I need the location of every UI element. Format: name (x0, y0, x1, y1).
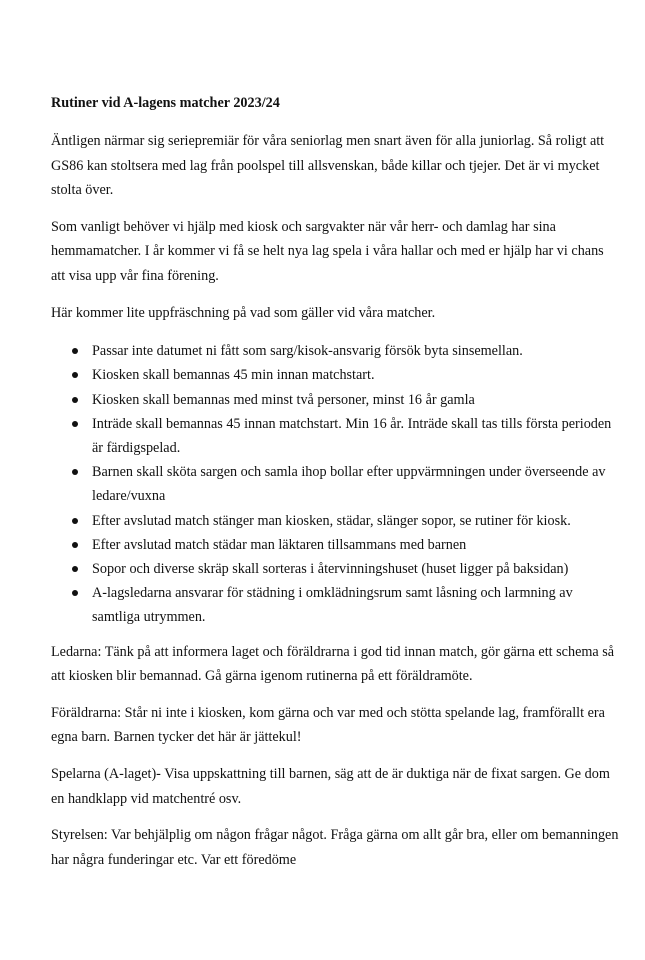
rule-text: Efter avslutad match stänger man kiosken, städar, slänger sopor, se rutiner för kiosk. (92, 512, 571, 529)
rule-text: Sopor och diverse skräp skall sorteras i återvinningshuset (huset ligger på baksidan) (92, 560, 569, 577)
rule-text: Passar inte datumet ni fått som sarg/kisok-ansvarig försök byta sinsemellan. (92, 343, 523, 360)
rule-text: Kiosken skall bemannas med minst två personer, minst 16 år gamla (92, 391, 475, 408)
rules-list-item (51, 581, 621, 629)
bullet-icon (72, 372, 78, 378)
rules-list-item (51, 533, 621, 557)
closing-paragraph-players: Spelarna (A-laget)- Visa uppskattning till barnen, säg att de är duktiga när de fixat sargen. Ge dom en handklapp vid matchentré osv. (51, 765, 610, 807)
bullet-icon (72, 469, 78, 475)
intro-paragraph: Äntligen närmar sig seriepremiär för våra seniorlag men snart även för alla juniorlag. Så roligt att GS86 kan stoltsera med lag från poolspel till allsvenskan, både killar och tjejer. Det är vi mycket stolta över. (51, 133, 605, 199)
rule-text: Inträde skall bemannas 45 innan matchstart. Min 16 år. Inträde skall tas tills första perioden är färdigspelad. (92, 415, 612, 456)
bullet-icon (72, 348, 78, 354)
closing-paragraph-parents: Föräldrarna: Står ni inte i kiosken, kom gärna och var med och stötta spelande lag, framförallt era egna barn. Barnen tycker det här är jättekul! (51, 704, 605, 746)
closing-paragraph-board: Styrelsen: Var behjälplig om någon frågar något. Fråga gärna om allt går bra, eller om bemanningen har några funderingar etc. Var ett föredöme (51, 827, 619, 868)
bullet-icon (72, 590, 78, 596)
rules-list-item (51, 363, 621, 387)
rule-text: Kiosken skall bemannas 45 min innan matchstart. (92, 367, 375, 384)
document-title: Rutiner vid A-lagens matcher 2023/24 (51, 95, 280, 111)
closing-paragraph-leaders: Ledarna: Tänk på att informera laget och föräldrarna i god tid innan match, gör gärna ett schema så att kiosken blir bemannad. Gå gärna igenom rutinerna på ett föräldramöte. (51, 643, 615, 685)
bullet-icon (72, 542, 78, 548)
rules-list-item (51, 557, 621, 581)
rules-list-item (51, 388, 621, 412)
rules-list-item (51, 339, 621, 363)
intro-paragraph: Som vanligt behöver vi hjälp med kiosk och sargvakter när vår herr- och damlag har sina hemmamatcher. I år kommer vi få se helt nya lag spela i våra hallar och med er hjälp har vi chans att visa upp vår fina förening. (51, 218, 604, 284)
bullet-icon (72, 566, 78, 572)
bullet-icon (72, 518, 78, 524)
bullet-icon (72, 397, 78, 403)
rule-text: Barnen skall sköta sargen och samla ihop bollar efter uppvärmningen under överseende av ledare/vuxna (92, 464, 606, 505)
rule-text: A-lagsledarna ansvarar för städning i omklädningsrum samt låsning och larmning av samtliga utrymmen. (92, 585, 573, 626)
intro-paragraph: Här kommer lite uppfräschning på vad som gäller vid våra matcher. (51, 304, 436, 321)
bullet-icon (72, 421, 78, 427)
document-page (51, 93, 621, 884)
rules-list (51, 339, 621, 629)
rules-list-item (51, 460, 621, 508)
rules-list-item (51, 509, 621, 533)
rules-list-item (51, 412, 621, 460)
rule-text: Efter avslutad match städar man läktaren tillsammans med barnen (92, 536, 467, 553)
